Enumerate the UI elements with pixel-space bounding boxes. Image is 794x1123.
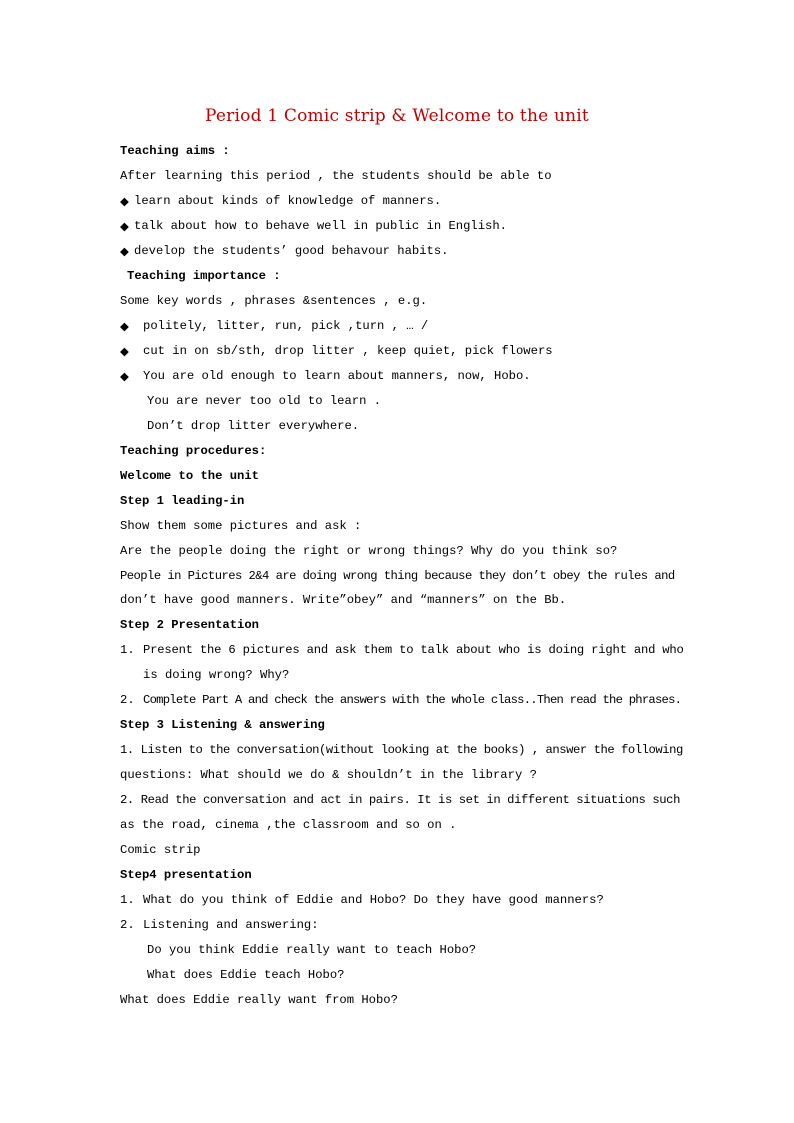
diamond-bullet-icon: ◆	[120, 369, 129, 383]
text-line: What does Eddie really want from Hobo?	[120, 993, 398, 1007]
text-line: After learning this period , the students should be able to	[120, 169, 552, 183]
heading-step-1: Step 1 leading-in	[120, 494, 245, 508]
bullet-item: You are old enough to learn about manners, now, Hobo.	[143, 369, 531, 383]
heading-welcome: Welcome to the unit	[120, 469, 259, 483]
list-number: 2.	[120, 918, 135, 932]
heading-step-3: Step 3 Listening & answering	[120, 718, 325, 732]
text-line: 1. Listen to the conversation(without looking at the books) , answer the following	[120, 743, 683, 757]
numbered-item: Complete Part A and check the answers with the whole class..Then read the phrases.	[143, 693, 682, 707]
indented-line: Do you think Eddie really want to teach Hobo?	[147, 943, 477, 957]
numbered-item: Present the 6 pictures and ask them to talk about who is doing right and who	[143, 643, 684, 657]
list-number: 1.	[120, 643, 135, 657]
diamond-bullet-icon: ◆	[120, 344, 129, 358]
bullet-item: talk about how to behave well in public in English.	[134, 219, 507, 233]
page-title: Period 1 Comic strip & Welcome to the unit	[205, 106, 589, 126]
numbered-item: Listening and answering:	[143, 918, 319, 932]
text-line: People in Pictures 2&4 are doing wrong thing because they don’t obey the rules and	[120, 569, 675, 583]
indented-line: What does Eddie teach Hobo?	[147, 968, 345, 982]
numbered-item: What do you think of Eddie and Hobo? Do they have good manners?	[143, 893, 604, 907]
text-line: as the road, cinema ,the classroom and so on .	[120, 818, 457, 832]
bullet-item: politely, litter, run, pick ,turn , … /	[143, 319, 429, 333]
heading-teaching-importance: Teaching importance :	[127, 269, 281, 283]
text-line: don’t have good manners. Write”obey” and “manners” on the Bb.	[120, 593, 567, 607]
heading-step-2: Step 2 Presentation	[120, 618, 259, 632]
indented-line: Don’t drop litter everywhere.	[147, 419, 360, 433]
text-line: questions: What should we do & shouldn’t in the library ?	[120, 768, 537, 782]
text-line: 2. Read the conversation and act in pairs. It is set in different situations such	[120, 793, 681, 807]
list-number: 1.	[120, 893, 135, 907]
text-line: Comic strip	[120, 843, 201, 857]
heading-teaching-procedures: Teaching procedures:	[120, 444, 267, 458]
diamond-bullet-icon: ◆	[120, 244, 129, 258]
heading-teaching-aims: Teaching aims :	[120, 144, 230, 158]
indented-line: You are never too old to learn .	[147, 394, 382, 408]
heading-step-4: Step4 presentation	[120, 868, 252, 882]
diamond-bullet-icon: ◆	[120, 194, 129, 208]
diamond-bullet-icon: ◆	[120, 219, 129, 233]
text-line: Are the people doing the right or wrong things? Why do you think so?	[120, 544, 618, 558]
list-number: 2.	[120, 693, 135, 707]
diamond-bullet-icon: ◆	[120, 319, 129, 333]
numbered-item-continued: is doing wrong? Why?	[143, 668, 290, 682]
text-line: Show them some pictures and ask :	[120, 519, 362, 533]
bullet-item: cut in on sb/sth, drop litter , keep quiet, pick flowers	[143, 344, 553, 358]
bullet-item: develop the students’ good behavour habits.	[134, 244, 449, 258]
bullet-item: learn about kinds of knowledge of manners.	[134, 194, 442, 208]
text-line: Some key words , phrases &sentences , e.g.	[120, 294, 428, 308]
